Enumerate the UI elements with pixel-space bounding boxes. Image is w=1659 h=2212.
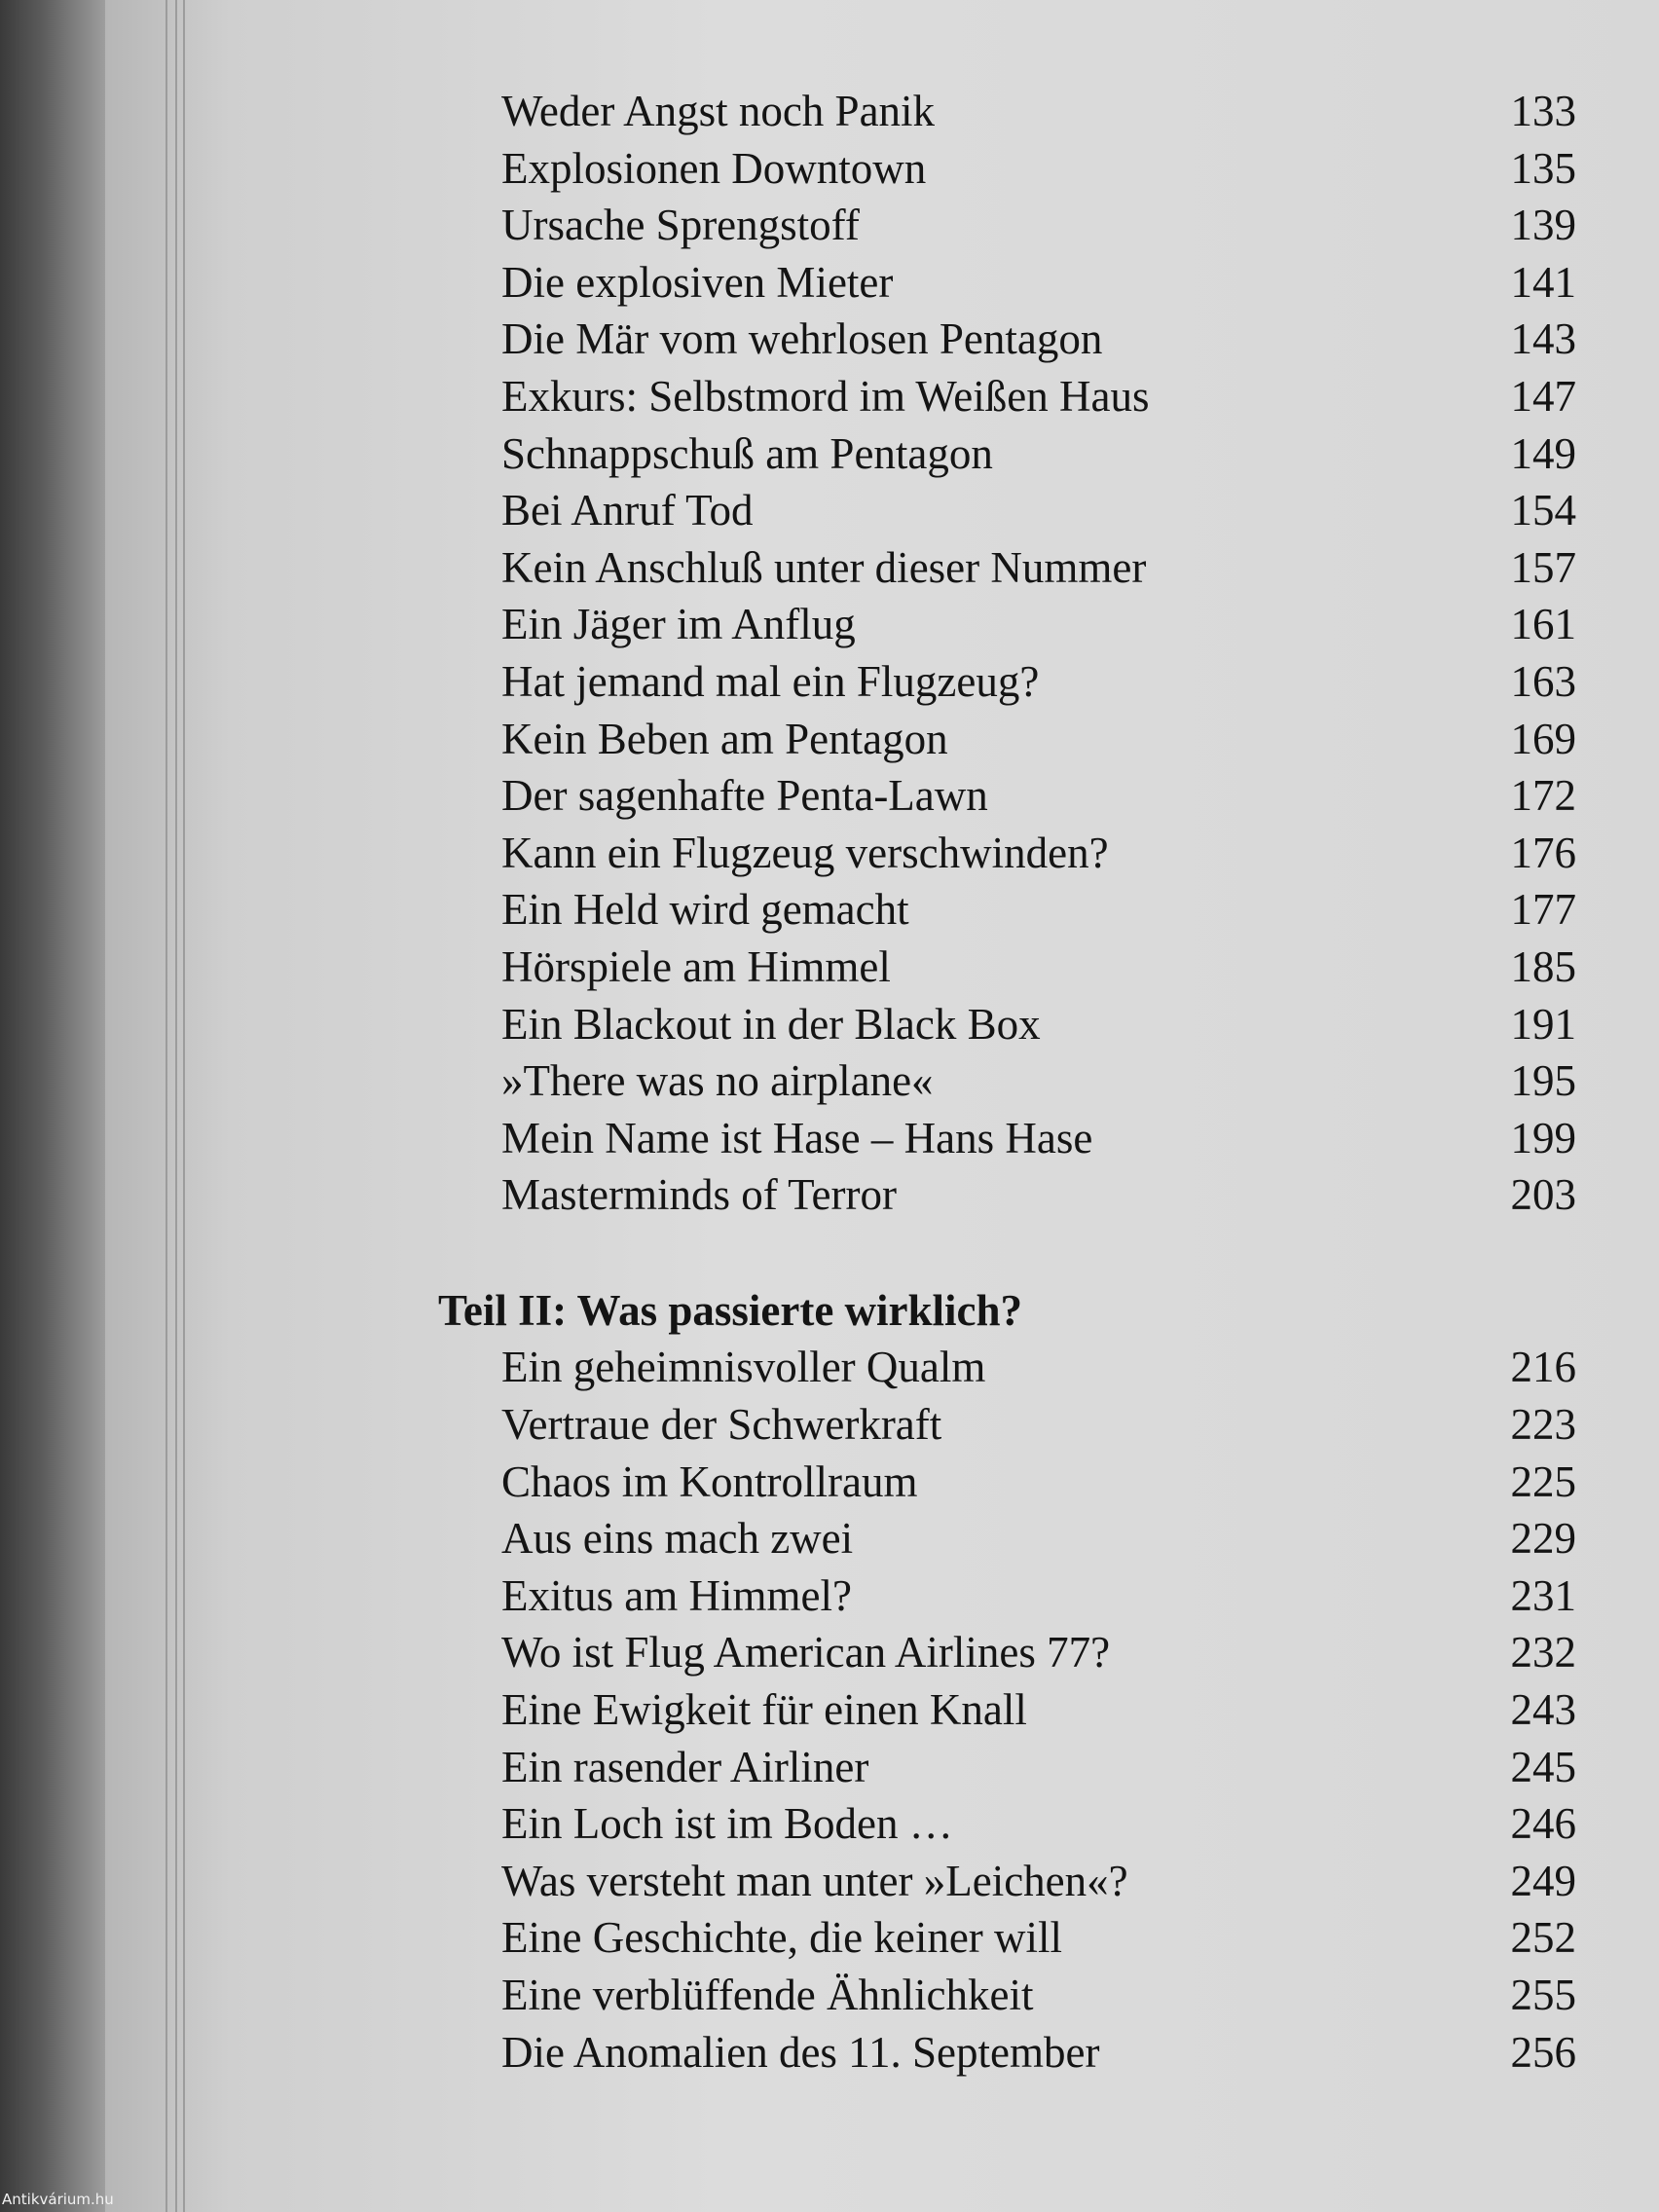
table-of-contents (438, 83, 1582, 2081)
toc-entry-page: 135 (1510, 143, 1576, 193)
toc-entry-title: Ein rasender Airliner (501, 1742, 869, 1791)
toc-entry-page: 245 (1510, 1742, 1576, 1791)
section-heading-text: Teil II: Was passierte wirklich? (438, 1285, 1023, 1335)
toc-entry-title: Eine Geschichte, die keiner will (501, 1913, 1063, 1963)
toc-entry (438, 83, 1582, 140)
toc-entry (438, 1454, 1582, 1511)
toc-entry (438, 1795, 1582, 1853)
toc-entry (438, 767, 1582, 825)
toc-entry-title: Chaos im Kontrollraum (501, 1456, 918, 1506)
toc-entry (438, 254, 1582, 312)
toc-entry-page: 147 (1510, 371, 1576, 421)
toc-entry-page: 139 (1510, 201, 1576, 250)
toc-entry-title: Was versteht man unter »Leichen«? (501, 1856, 1128, 1905)
toc-entry-page: 225 (1510, 1456, 1576, 1506)
toc-entry-title: Kein Beben am Pentagon (501, 714, 948, 763)
toc-entry (438, 1052, 1582, 1110)
toc-entry-title: Schnappschuß am Pentagon (501, 428, 993, 478)
toc-entry (438, 596, 1582, 653)
toc-entry-page: 191 (1510, 999, 1576, 1049)
toc-entry (438, 1110, 1582, 1167)
toc-entry-page: 216 (1510, 1343, 1576, 1392)
toc-entry-page: 163 (1510, 656, 1576, 706)
toc-entry (438, 1681, 1582, 1739)
toc-entry (438, 311, 1582, 368)
toc-entry-page: 169 (1510, 714, 1576, 763)
toc-entry-page: 246 (1510, 1799, 1576, 1849)
toc-entry-title: Der sagenhafte Penta-Lawn (501, 771, 988, 821)
toc-entry-title: Explosionen Downtown (501, 143, 927, 193)
toc-entry-title: Exitus am Himmel? (501, 1570, 852, 1620)
toc-entry-title: Die Anomalien des 11. September (501, 2027, 1100, 2077)
toc-entry-page: 229 (1510, 1514, 1576, 1564)
toc-entry-page: 243 (1510, 1685, 1576, 1735)
toc-entry-title: Wo ist Flug American Airlines 77? (501, 1628, 1111, 1677)
toc-entry (438, 1567, 1582, 1625)
toc-entry-page: 252 (1510, 1913, 1576, 1963)
toc-entry (438, 996, 1582, 1053)
page-edge-line (175, 0, 177, 2212)
toc-entry (438, 1510, 1582, 1567)
toc-entry-page: 176 (1510, 828, 1576, 877)
toc-entry-page: 154 (1510, 486, 1576, 535)
toc-entry (438, 1339, 1582, 1396)
toc-entry (438, 368, 1582, 425)
toc-entry (438, 140, 1582, 198)
toc-entry-title: Ein Held wird gemacht (501, 885, 909, 935)
toc-entry (438, 539, 1582, 597)
toc-entry-title: »There was no airplane« (501, 1056, 934, 1106)
toc-entry (438, 881, 1582, 939)
toc-entry-title: Vertraue der Schwerkraft (501, 1400, 942, 1450)
toc-entry-page: 177 (1510, 885, 1576, 935)
toc-entry-title: Ein Jäger im Anflug (501, 600, 856, 649)
toc-entry-title: Hörspiele am Himmel (501, 941, 891, 991)
toc-entry-title: Hat jemand mal ein Flugzeug? (501, 656, 1040, 706)
toc-entry-page: 195 (1510, 1056, 1576, 1106)
toc-entry-page: 141 (1510, 257, 1576, 307)
toc-entry-page: 231 (1510, 1570, 1576, 1620)
toc-entry-page: 256 (1510, 2027, 1576, 2077)
toc-entry (438, 1853, 1582, 1910)
toc-entry-page: 199 (1510, 1113, 1576, 1162)
toc-entry-title: Die explosiven Mieter (501, 257, 894, 307)
toc-entry-title: Die Mär vom wehrlosen Pentagon (501, 314, 1103, 364)
toc-entry (438, 653, 1582, 711)
toc-entry (438, 197, 1582, 254)
toc-section-heading (438, 1282, 1582, 1340)
toc-entry-page: 232 (1510, 1628, 1576, 1677)
toc-entry (438, 825, 1582, 882)
toc-entry-page: 161 (1510, 600, 1576, 649)
toc-entry-page: 149 (1510, 428, 1576, 478)
toc-entry (438, 1909, 1582, 1967)
toc-entry-title: Aus eins mach zwei (501, 1514, 854, 1564)
toc-entry-title: Ursache Sprengstoff (501, 201, 860, 250)
toc-entry-title: Eine Ewigkeit für einen Knall (501, 1685, 1027, 1735)
toc-entry-page: 203 (1510, 1170, 1576, 1220)
book-spine-shadow (0, 0, 115, 2212)
toc-entry (438, 1967, 1582, 2024)
toc-entry (438, 1396, 1582, 1454)
toc-entry-title: Exkurs: Selbstmord im Weißen Haus (501, 371, 1150, 421)
toc-entry-title: Weder Angst noch Panik (501, 87, 936, 135)
toc-entry-title: Kein Anschluß unter dieser Nummer (501, 542, 1147, 592)
toc-entry (438, 711, 1582, 768)
page-edge-line (183, 0, 185, 2212)
toc-entry-page: 157 (1510, 542, 1576, 592)
page-edge-line (166, 0, 167, 2212)
toc-entry-title: Ein geheimnisvoller Qualm (501, 1343, 986, 1392)
toc-entry-title: Kann ein Flugzeug verschwinden? (501, 828, 1109, 877)
toc-entry-page: 172 (1510, 771, 1576, 821)
toc-entry (438, 425, 1582, 483)
toc-entry (438, 1166, 1582, 1224)
toc-entry-title: Masterminds of Terror (501, 1170, 897, 1220)
toc-entry-title: Eine verblüffende Ähnlichkeit (501, 1971, 1034, 2019)
watermark: Antikvárium.hu (2, 2191, 114, 2208)
toc-entry-page: 133 (1510, 87, 1576, 135)
toc-entry (438, 2024, 1582, 2082)
toc-entry (438, 939, 1582, 996)
toc-entry-title: Ein Loch ist im Boden … (501, 1799, 953, 1849)
toc-entry-page: 255 (1510, 1971, 1576, 2019)
toc-entry (438, 1624, 1582, 1681)
toc-entry-title: Bei Anruf Tod (501, 486, 754, 535)
toc-entry-page: 249 (1510, 1856, 1576, 1905)
toc-entry (438, 1739, 1582, 1796)
toc-entry-page: 143 (1510, 314, 1576, 364)
toc-entry-title: Ein Blackout in der Black Box (501, 999, 1041, 1049)
toc-entry (438, 482, 1582, 539)
toc-entry-title: Mein Name ist Hase – Hans Hase (501, 1113, 1093, 1162)
toc-entry-page: 185 (1510, 941, 1576, 991)
toc-entry-page: 223 (1510, 1400, 1576, 1450)
